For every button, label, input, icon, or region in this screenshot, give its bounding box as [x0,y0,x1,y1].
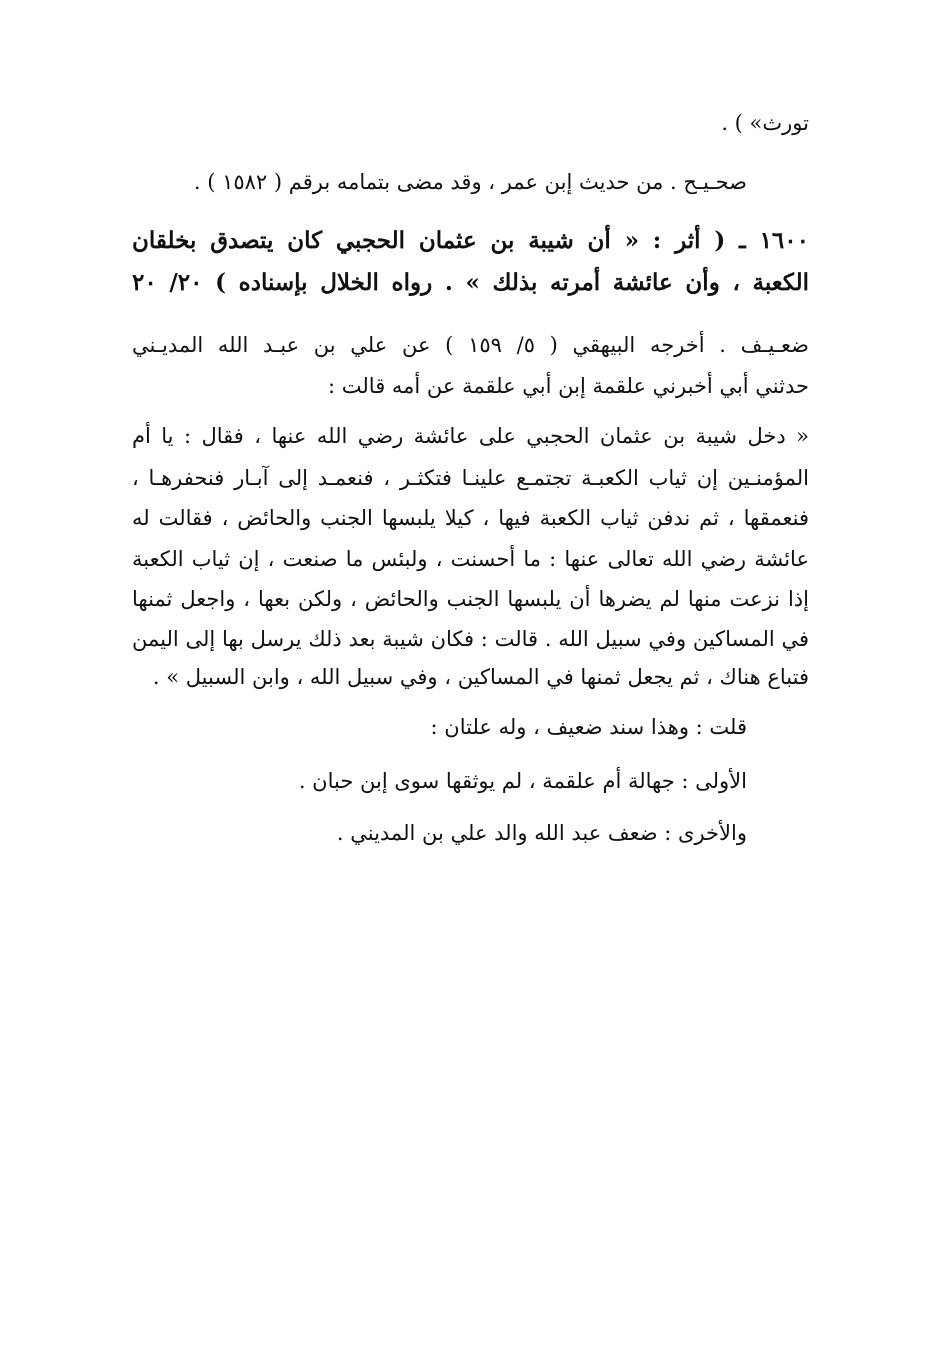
quote-line-6: في المساكين وفي سبيل الله . قالت : فكان شيبة بعد ذلك يرسل بها إلى اليمن [132,627,809,651]
text-line-1: تورث» ) . [721,111,809,135]
quote-line-1: « دخل شيبة بن عثمان الحجبي على عائشة رضي الله عنها ، فقال : يا أم [132,424,809,448]
quote-line-5: إذا نزعت منها لم يضرها أن يلبسها الجنب والحائض ، ولكن بعها ، واجعل ثمنها [132,587,809,611]
quote-line-3: فنعمقها ، ثم ندفن ثياب الكعبة فيها ، كيلا يلبسها الجنب والحائض ، فقالت له [132,506,809,530]
hadith-1600-line-1: ١٦٠٠ ـ ( أثر : « أن شيبة بن عثمان الحجبي كان يتصدق بخلقان [132,227,809,254]
grading-line-daif: ضعـيـف . أخرجه البيهقي ( ٥/ ١٥٩ ) عن علي بن عبـد الله المديـني [132,333,809,357]
quote-line-4: عائشة رضي الله تعالى عنها : ما أحسنت ، ولبئس ما صنعت ، إن ثياب الكعبة [132,547,809,571]
isnad-line: حدثني أبي أخبرني علقمة إبن أبي علقمة عن أمه قالت : [328,374,809,398]
quote-line-7: فتباع هناك ، ثم يجعل ثمنها في المساكين ، وفي سبيل الله ، وابن السبيل » . [152,665,809,689]
grading-line-sahih: صحـيـح . من حديث إبن عمر ، وقد مضى بتمامه برقم ( ١٥٨٢ ) . [193,170,747,194]
quote-line-2: المؤمنـين إن ثياب الكعبـة تجتمـع علينـا فتكثـر ، فنعمـد إلى آبـار فنحفرهـا ، [132,466,809,490]
first-defect-line: الأولى : جهالة أم علقمة ، لم يوثقها سوى إبن حبان . [298,769,747,793]
hadith-1600-line-2: الكعبة ، وأن عائشة أمرته بذلك » . رواه الخلال بإسناده ) ٢٠/ ٢٠ [132,269,809,296]
second-defect-line: والأخرى : ضعف عبد الله والد علي بن المديني . [336,821,747,845]
comment-line: قلت : وهذا سند ضعيف ، وله علتان : [430,715,747,739]
